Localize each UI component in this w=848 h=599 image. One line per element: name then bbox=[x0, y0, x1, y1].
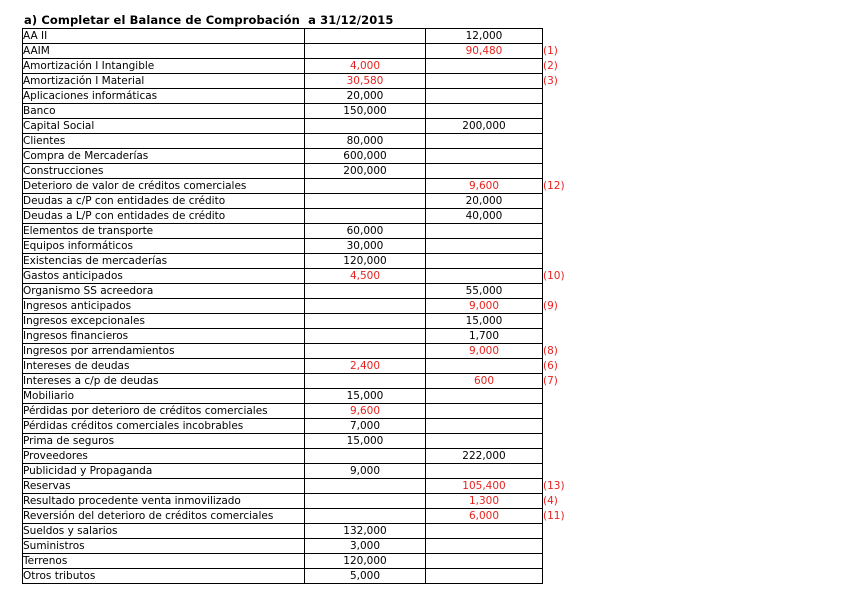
credit-cell: 1,300 bbox=[426, 494, 543, 509]
table-row bbox=[23, 509, 584, 524]
debit-cell: 120,000 bbox=[305, 254, 426, 269]
note-ref-cell bbox=[543, 239, 584, 254]
debit-cell: 2,400 bbox=[305, 359, 426, 374]
table-row bbox=[23, 239, 584, 254]
note-ref-cell bbox=[543, 404, 584, 419]
table-row bbox=[23, 404, 584, 419]
credit-cell bbox=[426, 74, 543, 89]
note-ref-cell bbox=[543, 104, 584, 119]
note-ref-cell bbox=[543, 284, 584, 299]
table-row bbox=[23, 494, 584, 509]
table-row bbox=[23, 464, 584, 479]
account-name-cell: AAIM bbox=[23, 44, 305, 59]
note-ref-cell: (9) bbox=[543, 300, 558, 312]
credit-cell: 12,000 bbox=[426, 29, 543, 44]
table-row bbox=[23, 104, 584, 119]
account-name-cell: Suministros bbox=[23, 539, 305, 554]
balance-table-body bbox=[23, 29, 584, 584]
credit-cell bbox=[426, 404, 543, 419]
note-ref-cell: (11) bbox=[543, 510, 565, 522]
credit-cell: 1,700 bbox=[426, 329, 543, 344]
credit-cell: 90,480 bbox=[426, 44, 543, 59]
debit-cell: 4,500 bbox=[305, 269, 426, 284]
account-name-cell: Amortización I Material bbox=[23, 74, 305, 89]
page-title: a) Completar el Balance de Comprobación a 31/12/2015 bbox=[24, 13, 394, 27]
table-row bbox=[23, 299, 584, 314]
note-ref-cell bbox=[543, 569, 584, 584]
credit-cell bbox=[426, 164, 543, 179]
account-name-cell: Construcciones bbox=[23, 164, 305, 179]
table-row bbox=[23, 419, 584, 434]
note-ref-cell: (10) bbox=[543, 270, 565, 282]
debit-cell: 4,000 bbox=[305, 59, 426, 74]
credit-cell: 6,000 bbox=[426, 509, 543, 524]
debit-cell: 9,600 bbox=[305, 404, 426, 419]
note-ref-cell bbox=[543, 554, 584, 569]
note-ref-cell bbox=[543, 149, 584, 164]
account-name-cell: Intereses a c/p de deudas bbox=[23, 374, 305, 389]
table-row bbox=[23, 74, 584, 89]
debit-cell: 30,580 bbox=[305, 74, 426, 89]
table-row bbox=[23, 449, 584, 464]
credit-cell bbox=[426, 419, 543, 434]
account-name-cell: Banco bbox=[23, 104, 305, 119]
debit-cell bbox=[305, 329, 426, 344]
table-row bbox=[23, 329, 584, 344]
note-ref-cell: (3) bbox=[543, 75, 558, 87]
credit-cell: 20,000 bbox=[426, 194, 543, 209]
account-name-cell: Aplicaciones informáticas bbox=[23, 89, 305, 104]
debit-cell: 30,000 bbox=[305, 239, 426, 254]
account-name-cell: Ingresos por arrendamientos bbox=[23, 344, 305, 359]
table-row bbox=[23, 59, 584, 74]
note-ref-cell: (1) bbox=[543, 45, 558, 57]
table-row bbox=[23, 149, 584, 164]
debit-cell: 80,000 bbox=[305, 134, 426, 149]
table-row bbox=[23, 539, 584, 554]
debit-cell bbox=[305, 374, 426, 389]
debit-cell bbox=[305, 29, 426, 44]
note-ref-cell bbox=[543, 134, 584, 149]
account-name-cell: Compra de Mercaderías bbox=[23, 149, 305, 164]
account-name-cell: Pérdidas por deterioro de créditos comerciales bbox=[23, 404, 305, 419]
credit-cell bbox=[426, 239, 543, 254]
note-ref-cell bbox=[543, 314, 584, 329]
account-name-cell: Ingresos excepcionales bbox=[23, 314, 305, 329]
account-name-cell: Ingresos financieros bbox=[23, 329, 305, 344]
table-row bbox=[23, 89, 584, 104]
note-ref-cell: (6) bbox=[543, 360, 558, 372]
note-ref-cell: (8) bbox=[543, 345, 558, 357]
account-name-cell: Intereses de deudas bbox=[23, 359, 305, 374]
table-row bbox=[23, 479, 584, 494]
account-name-cell: AA II bbox=[23, 29, 305, 44]
note-ref-cell bbox=[543, 224, 584, 239]
credit-cell bbox=[426, 524, 543, 539]
account-name-cell: Mobiliario bbox=[23, 389, 305, 404]
debit-cell bbox=[305, 179, 426, 194]
note-ref-cell: (2) bbox=[543, 60, 558, 72]
credit-cell: 200,000 bbox=[426, 119, 543, 134]
table-row bbox=[23, 434, 584, 449]
account-name-cell: Clientes bbox=[23, 134, 305, 149]
table-row bbox=[23, 134, 584, 149]
credit-cell bbox=[426, 59, 543, 74]
debit-cell bbox=[305, 194, 426, 209]
account-name-cell: Deudas a c/P con entidades de crédito bbox=[23, 194, 305, 209]
credit-cell bbox=[426, 539, 543, 554]
debit-cell: 15,000 bbox=[305, 389, 426, 404]
account-name-cell: Amortización I Intangible bbox=[23, 59, 305, 74]
account-name-cell: Sueldos y salarios bbox=[23, 524, 305, 539]
credit-cell bbox=[426, 569, 543, 584]
note-ref-cell bbox=[543, 254, 584, 269]
debit-cell bbox=[305, 344, 426, 359]
credit-cell: 222,000 bbox=[426, 449, 543, 464]
account-name-cell: Equipos informáticos bbox=[23, 239, 305, 254]
account-name-cell: Proveedores bbox=[23, 449, 305, 464]
note-ref-cell bbox=[543, 209, 584, 224]
account-name-cell: Existencias de mercaderías bbox=[23, 254, 305, 269]
debit-cell: 200,000 bbox=[305, 164, 426, 179]
account-name-cell: Reversión del deterioro de créditos comerciales bbox=[23, 509, 305, 524]
note-ref-cell bbox=[543, 119, 584, 134]
table-row bbox=[23, 554, 584, 569]
credit-cell bbox=[426, 269, 543, 284]
credit-cell bbox=[426, 149, 543, 164]
debit-cell bbox=[305, 314, 426, 329]
debit-cell bbox=[305, 209, 426, 224]
balance-table bbox=[22, 28, 584, 584]
credit-cell bbox=[426, 224, 543, 239]
table-row bbox=[23, 29, 584, 44]
note-ref-cell bbox=[543, 434, 584, 449]
account-name-cell: Reservas bbox=[23, 479, 305, 494]
credit-cell bbox=[426, 104, 543, 119]
account-name-cell: Organismo SS acreedora bbox=[23, 284, 305, 299]
table-row bbox=[23, 224, 584, 239]
credit-cell bbox=[426, 464, 543, 479]
debit-cell: 600,000 bbox=[305, 149, 426, 164]
credit-cell bbox=[426, 134, 543, 149]
debit-cell bbox=[305, 509, 426, 524]
debit-cell bbox=[305, 494, 426, 509]
debit-cell: 9,000 bbox=[305, 464, 426, 479]
account-name-cell: Ingresos anticipados bbox=[23, 299, 305, 314]
note-ref-cell bbox=[543, 419, 584, 434]
debit-cell: 15,000 bbox=[305, 434, 426, 449]
account-name-cell: Deterioro de valor de créditos comerciales bbox=[23, 179, 305, 194]
account-name-cell: Publicidad y Propaganda bbox=[23, 464, 305, 479]
credit-cell: 40,000 bbox=[426, 209, 543, 224]
credit-cell bbox=[426, 389, 543, 404]
credit-cell: 55,000 bbox=[426, 284, 543, 299]
table-row bbox=[23, 194, 584, 209]
note-ref-cell: (7) bbox=[543, 375, 558, 387]
account-name-cell: Otros tributos bbox=[23, 569, 305, 584]
note-ref-cell: (13) bbox=[543, 480, 565, 492]
debit-cell bbox=[305, 449, 426, 464]
table-row bbox=[23, 164, 584, 179]
table-row bbox=[23, 44, 584, 59]
account-name-cell: Terrenos bbox=[23, 554, 305, 569]
note-ref-cell bbox=[543, 464, 584, 479]
table-row bbox=[23, 269, 584, 284]
credit-cell bbox=[426, 359, 543, 374]
table-row bbox=[23, 374, 584, 389]
table-row bbox=[23, 209, 584, 224]
note-ref-cell bbox=[543, 329, 584, 344]
debit-cell bbox=[305, 479, 426, 494]
credit-cell bbox=[426, 554, 543, 569]
credit-cell: 9,000 bbox=[426, 299, 543, 314]
note-ref-cell bbox=[543, 89, 584, 104]
credit-cell bbox=[426, 89, 543, 104]
credit-cell bbox=[426, 254, 543, 269]
credit-cell: 9,000 bbox=[426, 344, 543, 359]
debit-cell: 60,000 bbox=[305, 224, 426, 239]
account-name-cell: Elementos de transporte bbox=[23, 224, 305, 239]
debit-cell bbox=[305, 119, 426, 134]
table-row bbox=[23, 119, 584, 134]
credit-cell bbox=[426, 434, 543, 449]
debit-cell: 120,000 bbox=[305, 554, 426, 569]
table-row bbox=[23, 254, 584, 269]
debit-cell bbox=[305, 284, 426, 299]
account-name-cell: Pérdidas créditos comerciales incobrables bbox=[23, 419, 305, 434]
note-ref-cell: (4) bbox=[543, 495, 558, 507]
debit-cell bbox=[305, 299, 426, 314]
debit-cell bbox=[305, 44, 426, 59]
debit-cell: 132,000 bbox=[305, 524, 426, 539]
table-row bbox=[23, 179, 584, 194]
note-ref-cell: (12) bbox=[543, 180, 565, 192]
note-ref-cell bbox=[543, 29, 584, 44]
debit-cell: 3,000 bbox=[305, 539, 426, 554]
debit-cell: 7,000 bbox=[305, 419, 426, 434]
note-ref-cell bbox=[543, 539, 584, 554]
account-name-cell: Prima de seguros bbox=[23, 434, 305, 449]
debit-cell: 5,000 bbox=[305, 569, 426, 584]
credit-cell: 105,400 bbox=[426, 479, 543, 494]
debit-cell: 150,000 bbox=[305, 104, 426, 119]
table-row bbox=[23, 569, 584, 584]
table-row bbox=[23, 284, 584, 299]
account-name-cell: Deudas a L/P con entidades de crédito bbox=[23, 209, 305, 224]
account-name-cell: Capital Social bbox=[23, 119, 305, 134]
debit-cell: 20,000 bbox=[305, 89, 426, 104]
note-ref-cell bbox=[543, 524, 584, 539]
credit-cell: 15,000 bbox=[426, 314, 543, 329]
note-ref-cell bbox=[543, 194, 584, 209]
credit-cell: 9,600 bbox=[426, 179, 543, 194]
table-row bbox=[23, 314, 584, 329]
table-row bbox=[23, 344, 584, 359]
table-row bbox=[23, 359, 584, 374]
note-ref-cell bbox=[543, 389, 584, 404]
note-ref-cell bbox=[543, 164, 584, 179]
credit-cell: 600 bbox=[426, 374, 543, 389]
table-row bbox=[23, 389, 584, 404]
account-name-cell: Gastos anticipados bbox=[23, 269, 305, 284]
account-name-cell: Resultado procedente venta inmovilizado bbox=[23, 494, 305, 509]
note-ref-cell bbox=[543, 449, 584, 464]
table-row bbox=[23, 524, 584, 539]
